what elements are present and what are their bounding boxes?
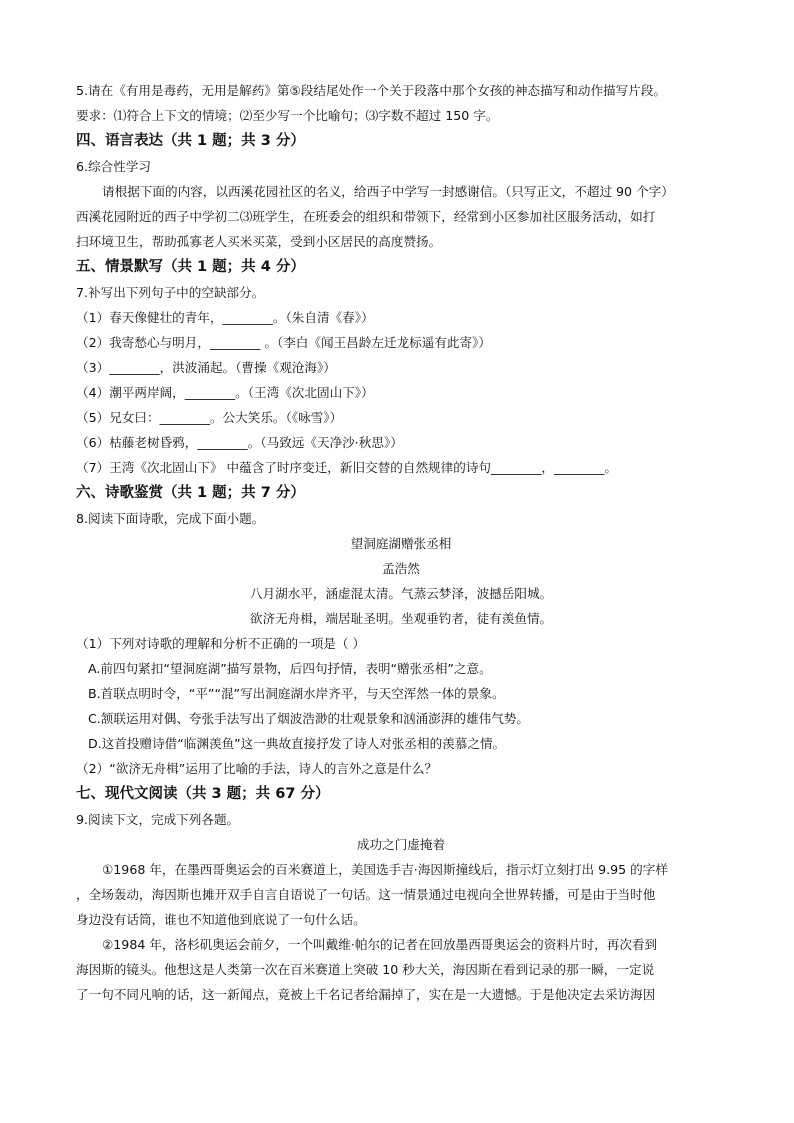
q7-item-2: （2）我寄愁心与明月，________ 。（李白《闻王昌龄左迁龙标遥有此寄》） <box>76 335 492 350</box>
q6-title: 6.综合性学习 <box>76 159 151 174</box>
paragraph-1-line-1: ①1968 年，在墨西哥奥运会的百米赛道上，美国选手吉·海因斯撞线后，指示灯立刻打出 9.95 的字样 <box>102 862 668 877</box>
q5-line-2: 要求：⑴符合上下文的情境；⑵至少写一个比喻句；⑶字数不超过 150 字。 <box>76 108 499 123</box>
q7-item-7: （7）王湾《次北固山下》 中蕴含了时序变迁，新旧交替的自然规律的诗句________，________。 <box>76 460 617 475</box>
article-title: 成功之门虚掩着 <box>356 837 446 852</box>
paragraph-2-line-2: 海因斯的镜头。他想这是人类第一次在百米赛道上突破 10 秒大关，海因斯在看到记录的那一瞬，一定说 <box>76 962 655 977</box>
poem-title: 望洞庭湖赠张丞相 <box>350 536 452 551</box>
section-7-heading: 七、现代文阅读（共 3 题；共 67 分） <box>76 786 330 802</box>
section-6-heading: 六、诗歌鉴赏（共 1 题；共 7 分） <box>76 485 305 501</box>
paragraph-1-line-2: ，全场轰动，海因斯也摊开双手自言自语说了一句话。这一情景通过电视向全世界转播，可是由于当时他 <box>76 887 656 902</box>
paragraph-1-line-3: 身边没有话筒，谁也不知道他到底说了一句什么话。 <box>76 912 366 927</box>
q6-line-2: 西溪花园附近的西子中学初二⑶班学生，在班委会的组织和带领下，经常到小区参加社区服务活动，如打 <box>76 209 656 224</box>
q7-item-1: （1）春天像健壮的青年，________。（朱自清《春》） <box>76 310 374 325</box>
q7-item-3: （3）________，洪波涌起。（曹操《观沧海》） <box>76 360 336 375</box>
section-4-heading: 四、语言表达（共 1 题；共 3 分） <box>76 133 305 149</box>
poem-line-2: 欲济无舟楫，端居耻圣明。坐观垂钓者，徒有羡鱼情。 <box>249 611 553 626</box>
poem-author: 孟浩然 <box>382 561 420 576</box>
q8-title: 8.阅读下面诗歌，完成下面小题。 <box>76 511 265 526</box>
q8-option-b: B.首联点明时令，“平”“混”写出洞庭湖水岸齐平，与天空浑然一体的景象。 <box>88 686 505 701</box>
exam-page <box>76 78 726 1007</box>
q8-sub-1: （1）下列对诗歌的理解和分析不正确的一项是（ ） <box>76 636 366 651</box>
q6-line-3: 扫环境卫生，帮助孤寡老人买米买菜，受到小区居民的高度赞扬。 <box>76 234 442 249</box>
poem-line-1: 八月湖水平，涵虚混太清。气蒸云梦泽，波撼岳阳城。 <box>249 586 553 601</box>
q7-item-4: （4）潮平两岸阔，________。（王湾《次北固山下》） <box>76 385 374 400</box>
q6-line-1: 请根据下面的内容，以西溪花园社区的名义，给西子中学写一封感谢信。（只写正文，不超过 90 个字） <box>102 184 674 199</box>
q7-title: 7.补写出下列句子中的空缺部分。 <box>76 285 265 300</box>
q8-option-c: C.颔联运用对偶、夸张手法写出了烟波浩渺的壮观景象和汹涌澎湃的雄伟气势。 <box>88 711 529 726</box>
q7-item-5: （5）兄女曰：________。公大笑乐。（《咏雪》） <box>76 410 343 425</box>
q8-option-a: A.前四句紧扣“望洞庭湖”描写景物，后四句抒情，表明“赠张丞相”之意。 <box>88 661 492 676</box>
q5-line-1: 5.请在《有用是毒药，无用是解药》第⑤段结尾处作一个关于段落中那个女孩的神态描写和动作描写片段。 <box>76 83 667 98</box>
paragraph-2-line-1: ②1984 年，洛杉矶奥运会前夕，一个叫戴维·帕尔的记者在回放墨西哥奥运会的资料片时，再次看到 <box>102 937 658 952</box>
q8-sub-2: （2）“欲济无舟楫”运用了比喻的手法，诗人的言外之意是什么？ <box>76 761 438 776</box>
q9-title: 9.阅读下文，完成下列各题。 <box>76 812 240 827</box>
q8-option-d: D.这首投赠诗借“临渊羡鱼”这一典故直接抒发了诗人对张丞相的羡慕之情。 <box>88 736 506 751</box>
paragraph-2-line-3: 了一句不同凡响的话，这一新闻点，竟被上千名记者给漏掉了，实在是一大遗憾。于是他决定去采访海因 <box>76 987 656 1002</box>
section-5-heading: 五、情景默写（共 1 题；共 4 分） <box>76 259 305 275</box>
q7-item-6: （6）枯藤老树昏鸦，________。（马致远《天净沙·秋思》） <box>76 435 403 450</box>
